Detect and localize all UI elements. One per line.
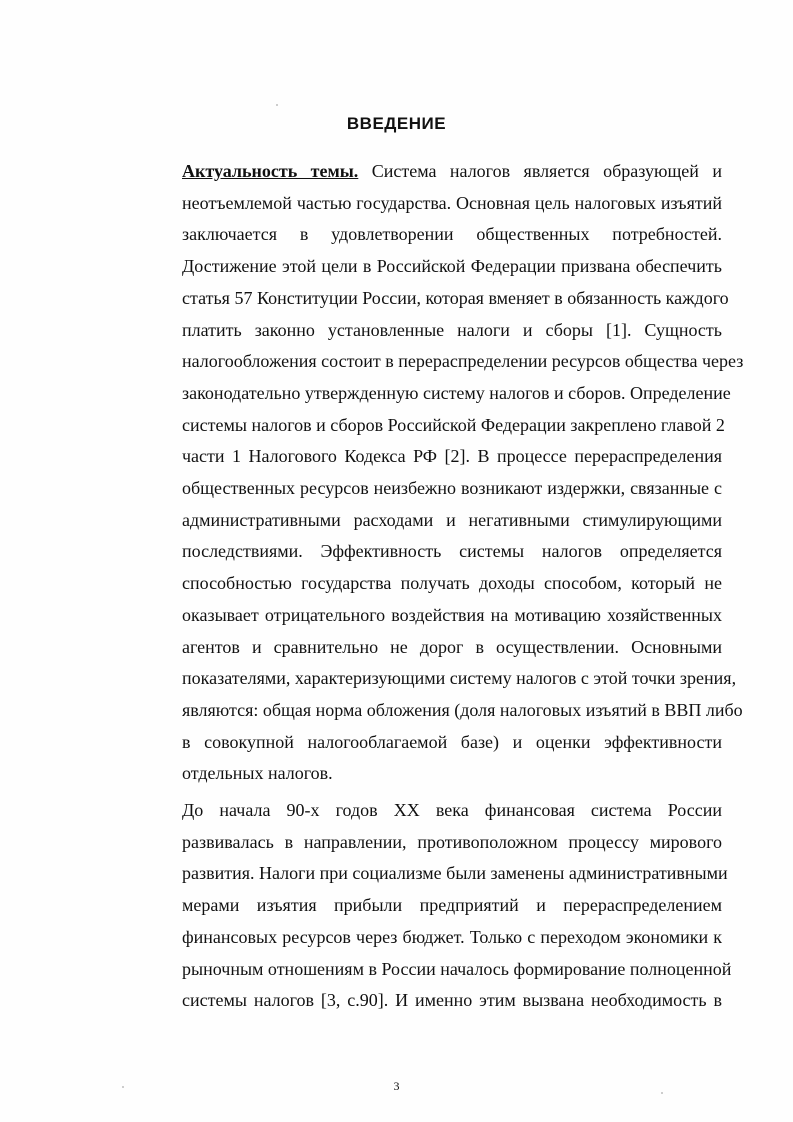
- text-line: рыночным отношениям в России началось формирование полноценной: [182, 958, 732, 979]
- text-line: являются: общая норма обложения (доля налоговых изъятий в ВВП либо: [182, 699, 743, 720]
- text-line: последствиями. Эффективность системы налогов определяется: [182, 541, 722, 562]
- paragraph-history: [132, 795, 732, 1017]
- text-line: агентов и сравнительно не дорог в осуществлении. Основными: [182, 636, 722, 657]
- topic-label: Актуальность темы.: [182, 161, 359, 181]
- paragraph-relevance: [132, 156, 744, 790]
- text-line: в совокупной налогооблагаемой базе) и оценки эффективности: [182, 731, 722, 752]
- text-line: системы налогов [3, с.90]. И именно этим вызвана необходимость в: [182, 990, 722, 1011]
- text-line: финансовых ресурсов через бюджет. Только с переходом экономики к: [182, 926, 722, 947]
- text-line: развивалась в направлении, противоположном процессу мирового: [182, 831, 722, 852]
- text-line: неотъемлемой частью государства. Основная цель налоговых изъятий: [182, 192, 722, 213]
- text-line: способностью государства получать доходы способом, который не: [182, 573, 722, 594]
- page-title: ВВЕДЕНИЕ: [346, 114, 447, 133]
- text-line: общественных ресурсов неизбежно возникают издержки, связанные с: [182, 478, 722, 499]
- text-line: административными расходами и негативными стимулирующими: [182, 509, 722, 530]
- text-line: части 1 Налогового Кодекса РФ [2]. В процессе перераспределения: [182, 446, 722, 467]
- scan-speck: [276, 104, 278, 106]
- text-line: налогообложения состоит в перераспределении ресурсов общества через: [182, 351, 744, 372]
- text-line: показателями, характеризующими систему налогов с этой точки зрения,: [182, 668, 737, 689]
- text-line: системы налогов и сборов Российской Федерации закреплено главой 2: [182, 414, 725, 435]
- body-text: [132, 156, 744, 1017]
- text-line: заключается в удовлетворении общественных потребностей.: [182, 224, 722, 245]
- text-line: отдельных налогов.: [182, 763, 333, 784]
- text-line: мерами изъятия прибыли предприятий и перераспределением: [182, 895, 722, 916]
- text-line: Актуальность темы. Система налогов является образующей и: [182, 161, 722, 181]
- text-line: До начала 90-х годов XX века финансовая система России: [182, 800, 722, 821]
- text-line: законодательно утвержденную систему налогов и сборов. Определение: [182, 382, 731, 403]
- text-line: Достижение этой цели в Российской Федерации призвана обеспечить: [182, 256, 722, 277]
- text-line: оказывает отрицательного воздействия на мотивацию хозяйственных: [182, 604, 722, 625]
- text-line: статья 57 Конституции России, которая вменяет в обязанность каждого: [182, 287, 729, 308]
- text-line: платить законно установленные налоги и сборы [1]. Сущность: [182, 319, 722, 340]
- page-number: 3: [393, 1079, 400, 1093]
- text-line: развития. Налоги при социализме были заменены административными: [182, 863, 728, 884]
